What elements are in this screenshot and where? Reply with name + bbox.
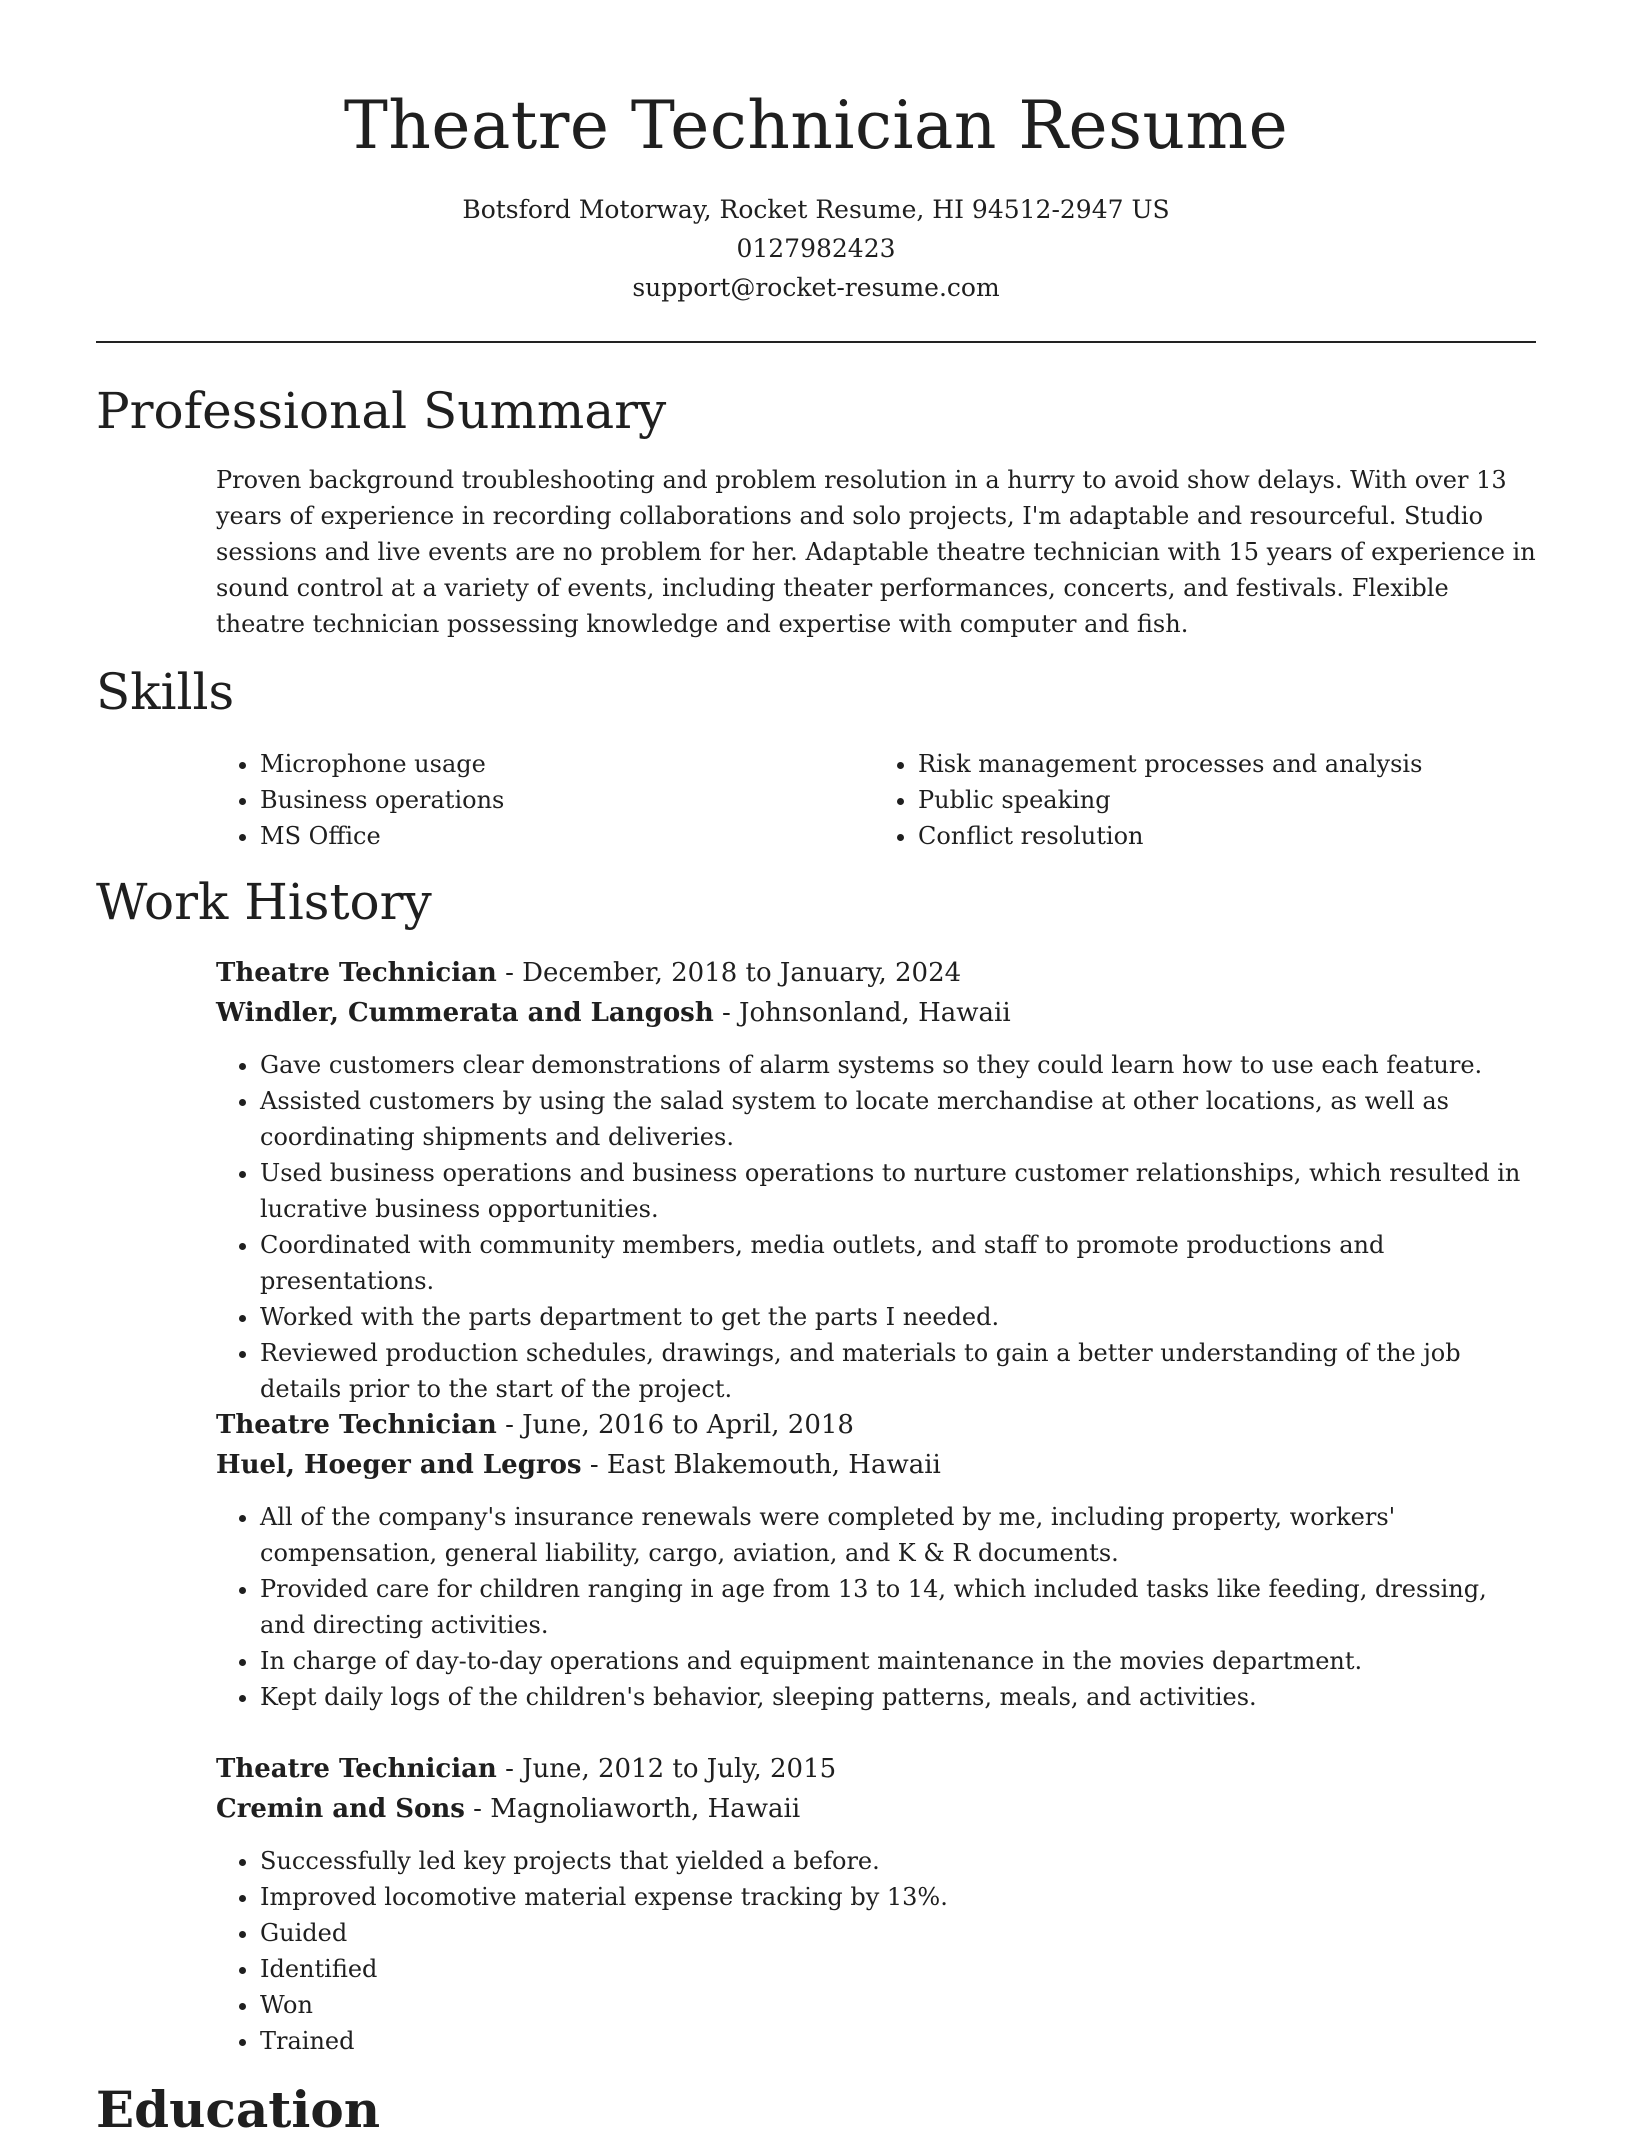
job-company-line <box>216 1789 1536 1829</box>
resume-title: Theatre Technician Resume <box>343 87 1289 164</box>
job-bullet: • All of the company's insurance renewals were completed by me, including property, workers' compensation, general liability, cargo, aviation, and K & R documents. <box>260 1499 1536 1571</box>
job-bullet: • Successfully led key projects that yielded a before. <box>260 1843 1536 1879</box>
contact-email: support@rocket-resume.com <box>632 273 1000 302</box>
skills-column-right <box>878 746 1536 854</box>
job-entry <box>216 1749 1536 2059</box>
summary-text: Proven background troubleshooting and problem resolution in a hurry to avoid show delays. With over 13 years of experience in recording collaborations and solo projects, I'm adaptable and resourceful. Studio sessions and live events are no problem for her. Adaptable theatre technician with 15 years of experience in sound control at a variety of events, including theater performances, concerts, and festivals. Flexible theatre technician possessing knowledge and expertise with computer and fish. <box>216 466 1536 638</box>
skill-item: • Public speaking <box>918 782 1536 818</box>
contact-block <box>96 190 1536 307</box>
job-bullet: • Kept daily logs of the children's behavior, sleeping patterns, meals, and activities. <box>260 1679 1536 1715</box>
job-dates: - June, 2012 to July, 2015 <box>496 1754 837 1784</box>
job-company-line <box>216 993 1536 1033</box>
job-title: Theatre Technician <box>216 958 497 988</box>
skill-item: • MS Office <box>260 818 878 854</box>
job-bullet: • Gave customers clear demonstrations of alarm systems so they could learn how to use each feature. <box>260 1047 1536 1083</box>
job-bullet: • Trained <box>260 2023 1536 2059</box>
job-location: - Magnoliaworth, Hawaii <box>464 1794 801 1824</box>
contact-phone: 0127982423 <box>736 234 896 263</box>
skill-item: • Microphone usage <box>260 746 878 782</box>
skill-item: • Conflict resolution <box>918 818 1536 854</box>
job-bullet: • Used business operations and business operations to nurture customer relationships, which resulted in lucrative business opportunities. <box>260 1155 1536 1227</box>
education-heading: Education <box>96 2080 381 2139</box>
job-bullet: • Assisted customers by using the salad system to locate merchandise at other locations, as well as coordinating shipments and deliveries. <box>260 1083 1536 1155</box>
skill-item: • Risk management processes and analysis <box>918 746 1536 782</box>
job-title: Theatre Technician <box>216 1754 497 1784</box>
job-dates: - June, 2016 to April, 2018 <box>496 1410 854 1440</box>
job-company-line <box>216 1445 1536 1485</box>
job-location: - East Blakemouth, Hawaii <box>581 1450 941 1480</box>
skills-heading: Skills <box>96 663 235 721</box>
header-divider <box>96 341 1536 343</box>
job-bullet: • Provided care for children ranging in age from 13 to 14, which included tasks like feeding, dressing, and directing activities. <box>260 1571 1536 1643</box>
job-bullet: • Coordinated with community members, media outlets, and staff to promote productions and presentations. <box>260 1227 1536 1299</box>
skill-item: • Business operations <box>260 782 878 818</box>
job-bullet: • Improved locomotive material expense tracking by 13%. <box>260 1879 1536 1915</box>
contact-address: Botsford Motorway, Rocket Resume, HI 94512-2947 US <box>462 195 1170 224</box>
job-company: Windler, Cummerata and Langosh <box>216 998 714 1028</box>
job-bullet: • Identified <box>260 1951 1536 1987</box>
job-title-line <box>216 953 1536 993</box>
job-bullet: • Worked with the parts department to get the parts I needed. <box>260 1299 1536 1335</box>
job-bullet: • In charge of day-to-day operations and equipment maintenance in the movies department. <box>260 1643 1536 1679</box>
job-company: Cremin and Sons <box>216 1794 465 1824</box>
skills-list <box>216 746 1536 854</box>
job-bullets <box>216 1843 1536 2059</box>
job-entry <box>216 1405 1536 1715</box>
job-bullet: • Reviewed production schedules, drawings, and materials to gain a better understanding of the job details prior to the start of the project. <box>260 1335 1536 1407</box>
job-title-line <box>216 1749 1536 1789</box>
job-dates: - December, 2018 to January, 2024 <box>496 958 962 988</box>
work-history-heading: Work History <box>96 873 432 931</box>
job-company: Huel, Hoeger and Legros <box>216 1450 582 1480</box>
job-bullets <box>216 1047 1536 1407</box>
job-title-line <box>216 1405 1536 1445</box>
job-title: Theatre Technician <box>216 1410 497 1440</box>
summary-heading: Professional Summary <box>96 382 667 440</box>
job-bullet: • Guided <box>260 1915 1536 1951</box>
job-bullets <box>216 1499 1536 1715</box>
skills-column-left <box>216 746 878 854</box>
job-location: - Johnsonland, Hawaii <box>713 998 1011 1028</box>
job-entry <box>216 953 1536 1407</box>
job-bullet: • Won <box>260 1987 1536 2023</box>
